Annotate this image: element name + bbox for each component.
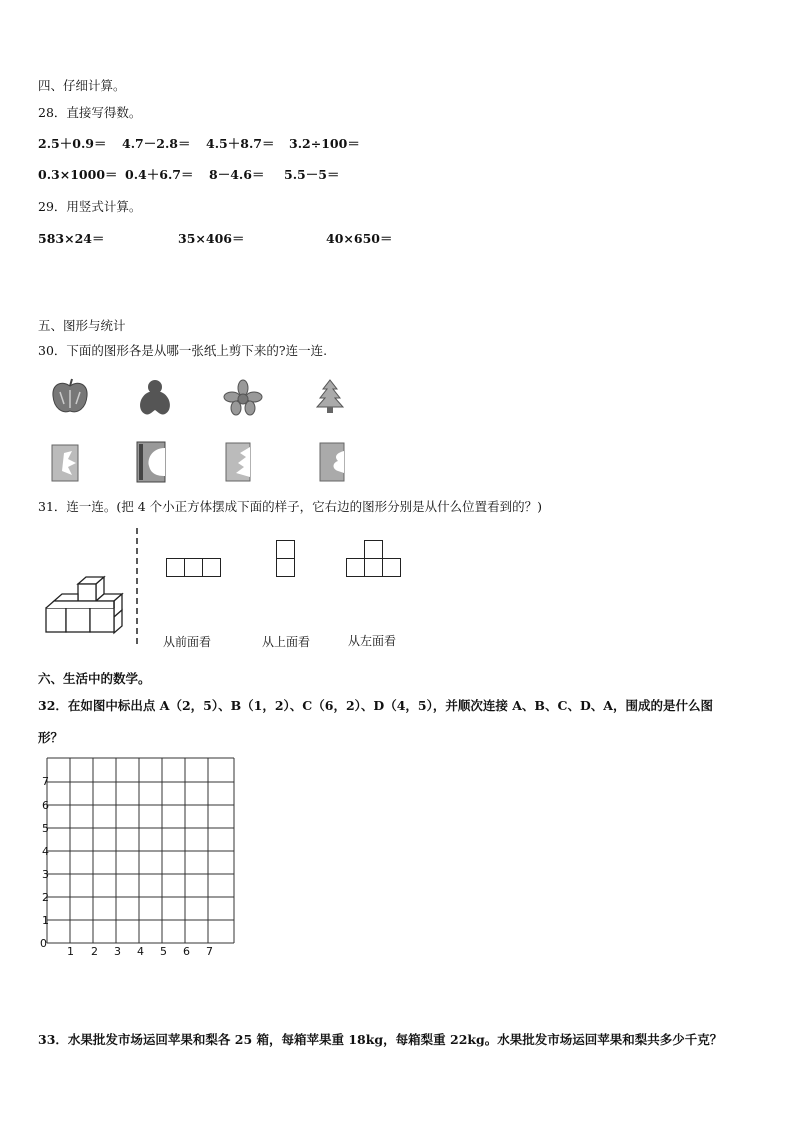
x-axis-label: 3: [114, 945, 121, 958]
y-axis-label: 7: [42, 775, 49, 788]
q29-title: 29．用竖式计算。: [38, 199, 142, 214]
view-figure-column: [276, 540, 294, 577]
q28-item: 0.4＋6.7＝: [125, 167, 194, 182]
y-axis-label: 5: [42, 822, 49, 835]
q28-item: 3.2÷100＝: [289, 136, 360, 151]
y-axis-label: 3: [42, 868, 49, 881]
apple-shape-icon: [50, 378, 90, 418]
view-label-left: 从左面看: [348, 634, 397, 648]
y-axis-label: 4: [42, 845, 49, 858]
q29-item: 583×24＝: [38, 231, 105, 246]
x-axis-label: 5: [160, 945, 167, 958]
x-axis-label: 6: [183, 945, 190, 958]
x-axis-label: 1: [67, 945, 74, 958]
section-5-title: 五、图形与统计: [38, 318, 126, 333]
view-square: [166, 558, 185, 577]
gourd-shape-icon: [135, 376, 175, 418]
view-figure-row: [166, 558, 220, 576]
tree-shape-icon: [315, 379, 345, 415]
view-label-front: 从前面看: [163, 635, 212, 649]
paper-shape-icon: [318, 441, 348, 483]
q30-title: 30．下面的图形各是从哪一张纸上剪下来的?连一连.: [38, 343, 328, 358]
view-square: [202, 558, 221, 577]
q32-line1: 32．在如图中标出点 A（2，5）、B（1，2）、C（6，2）、D（4，5），并顺次连接 A、B、C、D、A，围成的是什么图: [38, 698, 713, 713]
q28-item: 4.5＋8.7＝: [206, 136, 275, 151]
x-axis-label: 7: [206, 945, 213, 958]
q28-item: 2.5＋0.9＝: [38, 136, 107, 151]
section-4-title: 四、仔细计算。: [38, 78, 126, 93]
q33-title: 33．水果批发市场运回苹果和梨各 25 箱，每箱苹果重 18kg，每箱梨重 22kg。水果批发市场运回苹果和梨共多少千克？: [38, 1032, 723, 1047]
q31-title: 31．连一连。(把 4 个小正方体摆成下面的样子，它右边的图形分别是从什么位置看到的？): [38, 499, 543, 514]
x-axis-label: 4: [137, 945, 144, 958]
q28-item: 4.7－2.8＝: [122, 136, 191, 151]
view-figure-t: [346, 540, 401, 577]
view-square: [346, 558, 365, 577]
coordinate-grid: [40, 758, 240, 948]
view-label-top: 从上面看: [262, 635, 311, 649]
view-square: [184, 558, 203, 577]
view-square: [364, 540, 383, 559]
view-square: [276, 558, 295, 577]
y-axis-label: 6: [42, 799, 49, 812]
y-axis-label: 1: [42, 914, 49, 927]
q28-item: 8－4.6＝: [209, 167, 265, 182]
q29-item: 35×406＝: [178, 231, 245, 246]
q32-line2: 形？: [38, 730, 64, 745]
cube-stack-figure: [44, 576, 126, 634]
view-square: [382, 558, 401, 577]
q28-title: 28．直接写得数。: [38, 105, 142, 120]
view-square: [276, 540, 295, 559]
paper-shape-icon: [135, 440, 167, 484]
section-6-title: 六、生活中的数学。: [38, 671, 151, 686]
q29-item: 40×650＝: [326, 231, 393, 246]
q28-item: 0.3×1000＝: [38, 167, 118, 182]
paper-shape-icon: [50, 443, 82, 483]
flower-shape-icon: [223, 379, 263, 417]
y-axis-label: 2: [42, 891, 49, 904]
x-axis-label: 2: [91, 945, 98, 958]
paper-shape-icon: [224, 441, 254, 483]
dashed-divider: [135, 528, 139, 648]
q28-item: 5.5－5＝: [284, 167, 340, 182]
y-axis-label: 0: [40, 937, 47, 950]
view-square: [364, 558, 383, 577]
